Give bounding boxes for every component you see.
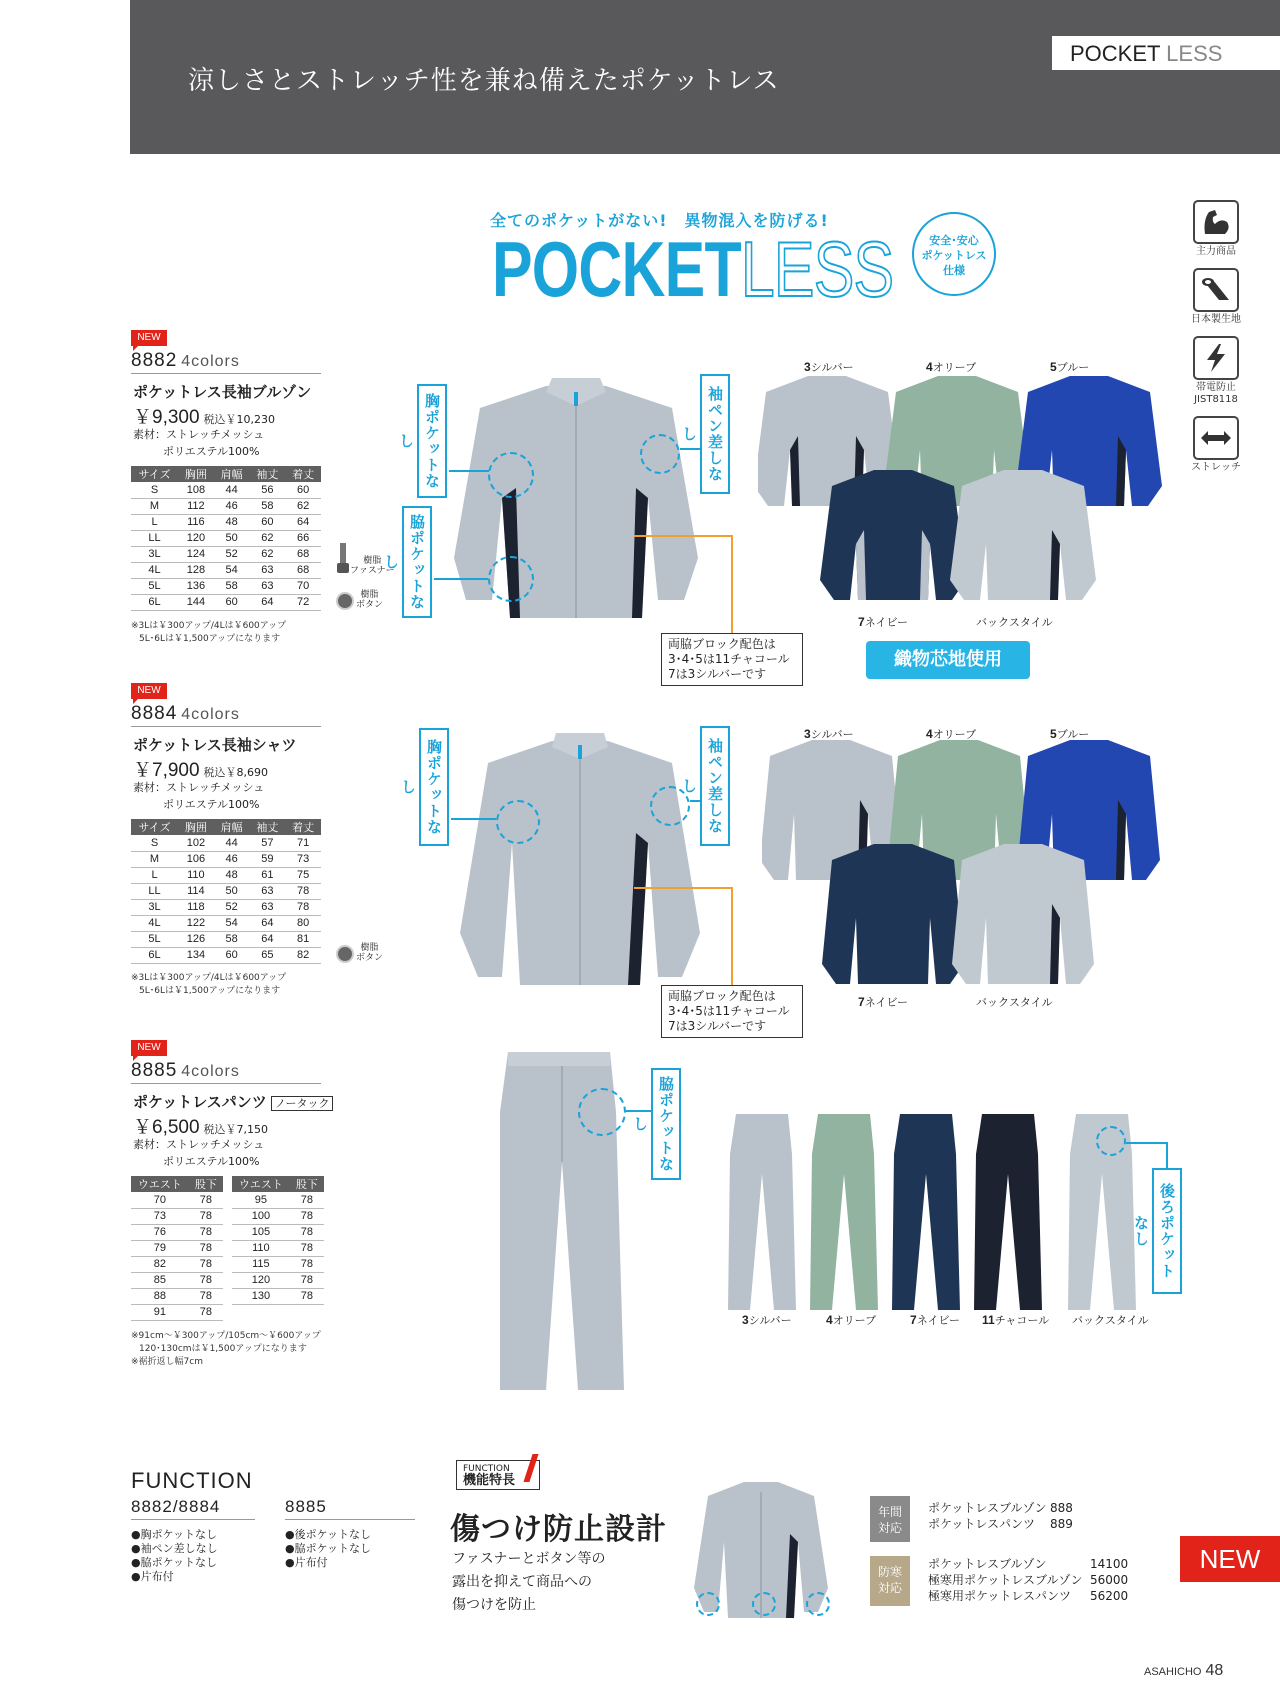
function-description: ファスナーとボタン等の 露出を抑えて商品への 傷つけを防止	[452, 1551, 606, 1613]
table-cell: 3L	[131, 546, 178, 562]
table-row	[131, 578, 321, 594]
table-cell: 63	[250, 578, 286, 594]
new-flag: NEW	[131, 1040, 167, 1056]
table-row	[131, 931, 321, 947]
table-cell: L	[131, 514, 178, 530]
table-row	[131, 546, 321, 562]
color-label: 7ネイビー	[910, 1313, 961, 1327]
table-header: サイズ	[131, 819, 178, 835]
table-row	[131, 1240, 223, 1256]
table-cell: 60	[214, 947, 250, 963]
side-icon-label: 日本製生地	[1191, 314, 1241, 325]
table-cell: 126	[178, 931, 214, 947]
table-header: ウエスト	[232, 1176, 290, 1192]
model-number: 8885 4colors	[131, 1060, 240, 1081]
side-pocket-marker	[578, 1088, 626, 1136]
table-cell: 64	[250, 931, 286, 947]
color-label: 3シルバー	[804, 360, 854, 374]
chest-pocket-marker	[496, 800, 540, 844]
table-row	[131, 562, 321, 578]
callout-side-pocket: 脇ポケットなし	[651, 1068, 681, 1180]
hardware-label: 樹脂 ボタン	[356, 943, 384, 963]
color-label: 4オリーブ	[926, 360, 977, 374]
table-cell: 128	[178, 562, 214, 578]
table-header: 胸囲	[178, 819, 214, 835]
table-cell: 100	[232, 1208, 290, 1224]
callout-line	[690, 800, 700, 802]
model-number: 8882 4colors	[131, 350, 240, 371]
table-cell: 144	[178, 594, 214, 610]
divider	[131, 1519, 255, 1520]
table-row	[131, 1288, 223, 1304]
table-cell: 56	[250, 482, 286, 498]
size-note: ※3Lは￥300アップ/4Lは￥600アップ 5L･6Lは￥1,500アップになります	[131, 621, 287, 644]
table-header: サイズ	[131, 466, 178, 482]
table-cell: 130	[232, 1288, 290, 1304]
lightning-icon	[1193, 336, 1239, 380]
function-model: 8882/8884	[131, 1497, 221, 1516]
leader-line	[731, 535, 733, 635]
table-cell: 116	[178, 514, 214, 530]
table-cell: 95	[232, 1192, 290, 1208]
table-header: ウエスト	[131, 1176, 189, 1192]
table-cell: M	[131, 498, 178, 514]
table-cell: 6L	[131, 947, 178, 963]
price: ￥9,300 税込￥10,230	[133, 407, 276, 428]
side-pocket-marker	[488, 556, 534, 602]
table-header: 肩幅	[214, 466, 250, 482]
table-row	[232, 1208, 324, 1224]
hero-logo: POCKETLESS	[492, 225, 894, 313]
table-cell: LL	[131, 530, 178, 546]
callout-line	[1126, 1142, 1168, 1144]
table-cell: 48	[214, 867, 250, 883]
chest-pocket-marker	[488, 452, 534, 498]
table-cell: 80	[285, 915, 321, 931]
table-row	[131, 594, 321, 610]
woven-interlining-badge: 織物芯地使用	[866, 641, 1030, 679]
table-row	[232, 1272, 324, 1288]
table-cell: 78	[290, 1224, 324, 1240]
size-table	[232, 1176, 324, 1305]
function-model: 8885	[285, 1497, 327, 1516]
hardware-label: 樹脂 ファスナー	[350, 556, 395, 576]
table-cell: L	[131, 867, 178, 883]
divider	[131, 373, 321, 374]
table-header: 股下	[189, 1176, 223, 1192]
fabric-roll-icon	[1193, 268, 1239, 312]
divider	[285, 1519, 415, 1520]
function-title: 傷つけ防止設計	[450, 1512, 667, 1547]
table-row	[232, 1288, 324, 1304]
button-icon	[336, 592, 354, 610]
product-name: ポケットレスパンツ ノータック	[133, 1091, 333, 1112]
table-cell: 4L	[131, 915, 178, 931]
table-cell: LL	[131, 883, 178, 899]
table-cell: 57	[250, 835, 286, 851]
material: 素材：ストレッチメッシュ ポリエステル100%	[133, 428, 265, 458]
table-cell: 122	[178, 915, 214, 931]
table-row	[131, 867, 321, 883]
table-cell: 105	[232, 1224, 290, 1240]
table-cell: S	[131, 482, 178, 498]
table-cell: 82	[285, 947, 321, 963]
material: 素材：ストレッチメッシュ ポリエステル100%	[133, 1138, 265, 1168]
side-color-note: 両脇ブロック配色は 3･4･5は11チャコール 7は3シルバーです	[661, 633, 803, 686]
button-icon	[336, 945, 354, 963]
table-cell: 85	[131, 1272, 189, 1288]
table-cell: 78	[290, 1272, 324, 1288]
callout-chest-pocket: 胸ポケットなし	[419, 728, 449, 846]
table-cell: 78	[189, 1288, 223, 1304]
table-cell: 58	[250, 498, 286, 514]
table-cell: 46	[214, 851, 250, 867]
table-header: 股下	[290, 1176, 324, 1192]
new-badge: NEW	[1180, 1536, 1280, 1582]
related-label-winter: 防寒 対応	[870, 1556, 910, 1606]
table-cell: 62	[285, 498, 321, 514]
table-cell: 61	[250, 867, 286, 883]
table-cell: 78	[285, 883, 321, 899]
size-note: ※91cm～￥300アップ/105cm～￥600アップ 120･130cmは￥1,500アップになります ※裾折返し幅7cm	[131, 1331, 321, 1367]
hem-marker	[752, 1592, 776, 1616]
table-header: 胸囲	[178, 466, 214, 482]
size-table	[131, 466, 321, 611]
table-cell: 120	[232, 1272, 290, 1288]
table-header: 袖丈	[250, 466, 286, 482]
table-cell: 118	[178, 899, 214, 915]
table-cell: 72	[285, 594, 321, 610]
shirt-color-variants	[762, 740, 1238, 990]
table-row	[131, 530, 321, 546]
table-cell: 78	[189, 1272, 223, 1288]
table-cell: 112	[178, 498, 214, 514]
table-cell: 78	[290, 1256, 324, 1272]
table-row	[232, 1192, 324, 1208]
hardware-label: 樹脂 ボタン	[356, 590, 384, 610]
color-label: 3シルバー	[804, 727, 854, 741]
table-cell: 66	[285, 530, 321, 546]
sleeve-pen-marker	[640, 434, 680, 474]
color-label: 7ネイビー	[858, 615, 909, 629]
table-row	[232, 1224, 324, 1240]
table-cell: 78	[290, 1208, 324, 1224]
table-cell: 110	[178, 867, 214, 883]
table-cell: 3L	[131, 899, 178, 915]
cuff-marker	[806, 1592, 830, 1616]
table-cell: 81	[285, 931, 321, 947]
table-cell: 82	[131, 1256, 189, 1272]
table-cell: 63	[250, 899, 286, 915]
color-label: 5ブルー	[1050, 727, 1090, 741]
color-label: バックスタイル	[976, 616, 1053, 629]
table-row	[131, 498, 321, 514]
table-cell: 44	[214, 835, 250, 851]
table-cell: S	[131, 835, 178, 851]
table-row	[131, 1256, 223, 1272]
divider	[131, 726, 321, 727]
section-tag: POCKET LESS	[1052, 36, 1280, 70]
color-label: 5ブルー	[1050, 360, 1090, 374]
table-cell: 63	[250, 562, 286, 578]
table-cell: 4L	[131, 562, 178, 578]
divider	[131, 1083, 321, 1084]
table-cell: 108	[178, 482, 214, 498]
color-label: 11チャコール	[982, 1313, 1050, 1327]
table-cell: 64	[285, 514, 321, 530]
table-cell: 48	[214, 514, 250, 530]
back-pocket-marker	[1096, 1126, 1126, 1156]
table-cell: 102	[178, 835, 214, 851]
table-cell: 106	[178, 851, 214, 867]
table-cell: 136	[178, 578, 214, 594]
table-cell: 91	[131, 1304, 189, 1320]
table-row	[131, 947, 321, 963]
table-cell: 60	[250, 514, 286, 530]
size-table	[131, 819, 321, 964]
callout-chest-pocket: 胸ポケットなし	[417, 384, 447, 498]
side-icon-label: ストレッチ	[1191, 462, 1241, 473]
leader-line	[634, 535, 732, 537]
table-row	[131, 915, 321, 931]
function-list: ●胸ポケットなし ●袖ペン差しなし ●脇ポケットなし ●片布付	[131, 1528, 218, 1583]
table-cell: 62	[250, 530, 286, 546]
callout-line	[451, 818, 496, 820]
new-flag: NEW	[131, 683, 167, 699]
callout-line	[680, 448, 700, 450]
callout-line	[434, 578, 488, 580]
table-cell: 54	[214, 562, 250, 578]
table-cell: 54	[214, 915, 250, 931]
table-cell: 78	[189, 1240, 223, 1256]
table-cell: M	[131, 851, 178, 867]
table-cell: 62	[250, 546, 286, 562]
table-cell: 88	[131, 1288, 189, 1304]
table-cell: 5L	[131, 931, 178, 947]
arm-muscle-icon	[1193, 200, 1239, 244]
table-cell: 73	[285, 851, 321, 867]
table-cell: 68	[285, 546, 321, 562]
function-tag: FUNCTION 機能特長	[456, 1460, 540, 1490]
callout-side-pocket: 脇ポケットなし	[402, 506, 432, 618]
product-name: ポケットレス長袖シャツ	[133, 736, 297, 754]
table-header: 袖丈	[250, 819, 286, 835]
callout-sleeve-pen: 袖ペン差しなし	[700, 374, 730, 494]
table-cell: 78	[290, 1192, 324, 1208]
product-name: ポケットレス長袖ブルゾン	[133, 383, 312, 401]
table-cell: 50	[214, 530, 250, 546]
table-cell: 110	[232, 1240, 290, 1256]
table-cell: 120	[178, 530, 214, 546]
color-label: 4オリーブ	[826, 1313, 877, 1327]
table-row	[131, 1272, 223, 1288]
table-row	[232, 1256, 324, 1272]
related-label-annual: 年間 対応	[870, 1496, 910, 1542]
table-cell: 78	[290, 1288, 324, 1304]
model-number: 8884 4colors	[131, 703, 240, 724]
table-cell: 60	[285, 482, 321, 498]
callout-line	[449, 470, 489, 472]
leader-line	[731, 887, 733, 987]
hero-lead: 全てのポケットがない! 異物混入を防げる!	[490, 211, 829, 230]
function-heading: FUNCTION	[131, 1468, 253, 1493]
shirt-main-illustration	[440, 733, 720, 985]
page-title: 涼しさとストレッチ性を兼ね備えたポケットレス	[188, 66, 780, 96]
table-row	[232, 1240, 324, 1256]
leader-line	[634, 887, 732, 889]
table-cell: 52	[214, 546, 250, 562]
table-row	[131, 482, 321, 498]
material: 素材：ストレッチメッシュ ポリエステル100%	[133, 781, 265, 811]
table-row	[131, 899, 321, 915]
table-row	[131, 1192, 223, 1208]
table-cell: 115	[232, 1256, 290, 1272]
table-row	[131, 1224, 223, 1240]
color-label: バックスタイル	[976, 996, 1053, 1009]
table-cell: 64	[250, 915, 286, 931]
table-cell: 44	[214, 482, 250, 498]
callout-sleeve-pen: 袖ペン差しなし	[700, 726, 730, 846]
table-cell: 5L	[131, 578, 178, 594]
table-cell: 60	[214, 594, 250, 610]
table-row	[131, 851, 321, 867]
table-cell: 124	[178, 546, 214, 562]
table-cell: 78	[189, 1256, 223, 1272]
cuff-marker	[696, 1592, 720, 1616]
price: ￥7,900 税込￥8,690	[133, 760, 269, 781]
table-cell: 63	[250, 883, 286, 899]
table-header: 肩幅	[214, 819, 250, 835]
table-cell: 76	[131, 1224, 189, 1240]
table-cell: 79	[131, 1240, 189, 1256]
table-cell: 68	[285, 562, 321, 578]
table-cell: 78	[189, 1192, 223, 1208]
table-header: 着丈	[285, 819, 321, 835]
size-table	[131, 1176, 223, 1321]
table-cell: 78	[189, 1224, 223, 1240]
table-cell: 78	[285, 899, 321, 915]
table-cell: 75	[285, 867, 321, 883]
table-cell: 64	[250, 594, 286, 610]
table-cell: 6L	[131, 594, 178, 610]
side-icon-label: 主力商品	[1196, 246, 1236, 257]
callout-line	[1166, 1142, 1168, 1168]
table-cell: 52	[214, 899, 250, 915]
safety-badge: 安全･安心 ポケットレス 仕様	[912, 212, 996, 296]
footer: ASAHICHO 48	[1144, 1662, 1224, 1679]
related-list: ポケットレスブルゾン 888 ポケットレスパンツ 889	[928, 1501, 1073, 1531]
table-cell: 78	[189, 1304, 223, 1320]
table-header: 着丈	[285, 466, 321, 482]
jacket-main-illustration	[436, 378, 718, 624]
new-flag: NEW	[131, 330, 167, 346]
callout-line	[626, 1110, 651, 1112]
table-row	[131, 883, 321, 899]
table-cell: 50	[214, 883, 250, 899]
table-cell: 70	[131, 1192, 189, 1208]
table-cell: 114	[178, 883, 214, 899]
callout-back-pocket: 後ろポケットなし	[1152, 1168, 1182, 1294]
table-cell: 134	[178, 947, 214, 963]
table-cell: 73	[131, 1208, 189, 1224]
table-cell: 71	[285, 835, 321, 851]
function-list: ●後ポケットなし ●脇ポケットなし ●片布付	[285, 1528, 372, 1569]
color-label: バックスタイル	[1072, 1314, 1149, 1327]
table-row	[131, 1304, 223, 1320]
pants-color-variants	[728, 1114, 1148, 1314]
table-cell: 65	[250, 947, 286, 963]
table-cell: 46	[214, 498, 250, 514]
table-cell: 78	[290, 1240, 324, 1256]
color-label: 4オリーブ	[926, 727, 977, 741]
table-cell: 58	[214, 578, 250, 594]
zipper-icon	[336, 543, 350, 577]
color-label: 7ネイビー	[858, 995, 909, 1009]
table-cell: 78	[189, 1208, 223, 1224]
table-row	[131, 835, 321, 851]
jacket-color-variants	[758, 376, 1238, 616]
table-row	[131, 1208, 223, 1224]
table-row	[131, 514, 321, 530]
table-cell: 58	[214, 931, 250, 947]
side-icon-label: 帯電防止 JIST8118	[1194, 382, 1238, 405]
color-label: 3シルバー	[742, 1313, 792, 1327]
table-cell: 59	[250, 851, 286, 867]
side-color-note: 両脇ブロック配色は 3･4･5は11チャコール 7は3シルバーです	[661, 985, 803, 1038]
related-list: ポケットレスブルゾン 14100 極寒用ポケットレスブルゾン 56000 極寒用ポケットレスパンツ 56200	[928, 1557, 1129, 1603]
size-note: ※3Lは￥300アップ/4Lは￥600アップ 5L･6Lは￥1,500アップになります	[131, 973, 287, 996]
table-cell: 70	[285, 578, 321, 594]
price: ￥6,500 税込￥7,150	[133, 1117, 269, 1138]
